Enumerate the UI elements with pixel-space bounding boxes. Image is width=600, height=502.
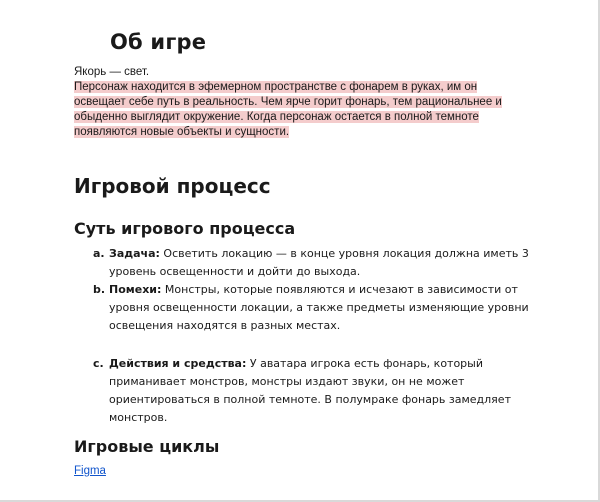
gameplay-heading: Игровой процесс <box>74 174 271 198</box>
about-heading: Об игре <box>110 30 207 54</box>
list-item-label: Помехи: <box>109 283 162 296</box>
game-cycles-heading: Игровые циклы <box>74 437 220 456</box>
tagline-text: Якорь — свет. <box>74 66 150 78</box>
list-marker: a. <box>93 247 105 260</box>
list-item-label: Действия и средства: <box>109 357 247 370</box>
list-item-text: Осветить локацию — в конце уровня локация должна иметь 3 уровень освещенности и дойти до выхода. <box>109 247 529 278</box>
list-item <box>93 355 533 427</box>
figma-link[interactable]: Figma <box>74 465 106 477</box>
list-marker: c. <box>93 357 104 370</box>
list-item-label: Задача: <box>109 247 160 260</box>
list-marker: b. <box>93 283 106 296</box>
gameplay-core-heading: Суть игрового процесса <box>74 219 296 238</box>
list-item <box>93 281 533 335</box>
list-item <box>93 245 533 281</box>
list-item-text: Монстры, которые появляются и исчезают в зависимости от уровня освещенности локации, а также предметы изменяющие уровни освещения находятся в разных местах. <box>109 283 529 332</box>
gameplay-core-list <box>93 245 533 427</box>
description-highlighted-text: Персонаж находится в эфемерном пространстве с фонарем в руках, им он освещает себе путь в реальность. Чем ярче горит фонарь, тем рациональнее и обыденно выглядит окружение. Когда персонаж остается в полной темноте появляются новые объекты и сущности. <box>74 81 502 138</box>
description-paragraph <box>74 80 522 140</box>
list-item-text: У аватара игрока есть фонарь, который приманивает монстров, монстры издают звуки, он не может ориентироваться в полной темноте. В полумраке фонарь замедляет монстров. <box>109 357 511 424</box>
